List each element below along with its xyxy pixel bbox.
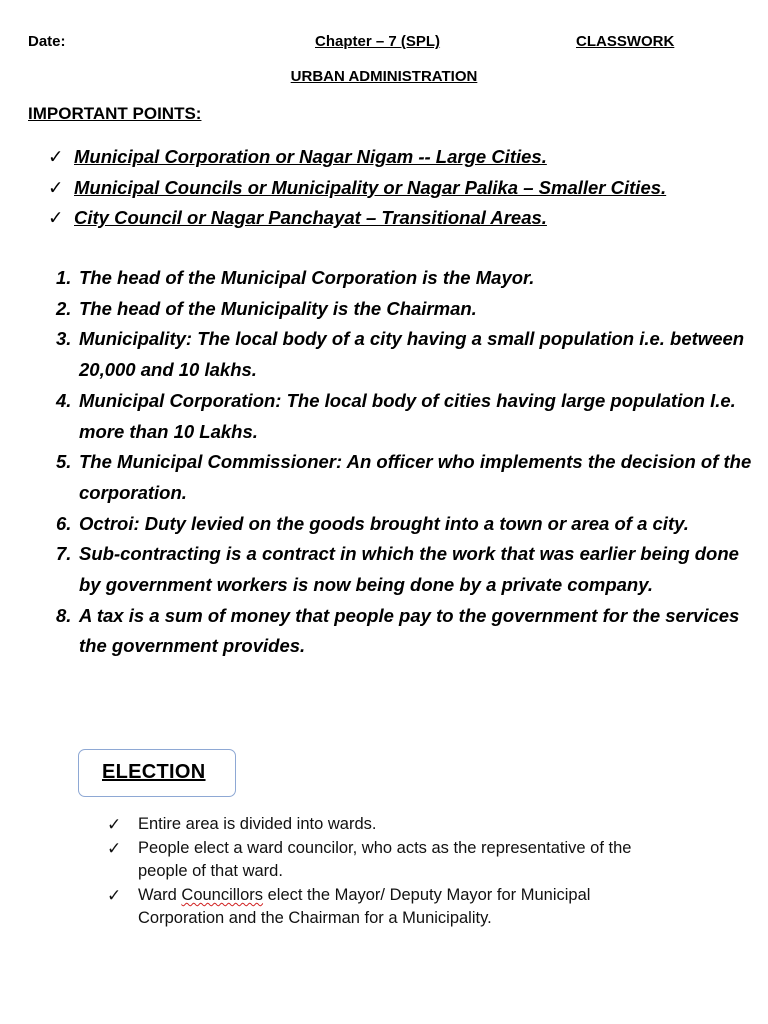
list-item-text: Ward Councillors elect the Mayor/ Deputy Mayor for Municipal Corporation and the Chairman for a Municipality. [138,885,591,928]
item-number: 6. [56,512,72,534]
list-item [56,324,756,385]
list-item [107,837,667,884]
check-icon: ✓ [107,885,122,905]
check-icon: ✓ [107,838,122,858]
election-heading: ELECTION [102,761,206,783]
list-item [48,142,666,173]
chapter-label: Chapter – 7 (SPL) [315,33,441,50]
item-text: Octroi: Duty levied on the goods brought into a town or area of a city. [79,512,689,534]
list-item [56,601,756,662]
item-number: 2. [56,297,72,319]
item-number: 3. [56,328,72,350]
list-item [107,884,667,931]
list-item-text: Municipal Councils or Municipality or Nagar Palika – Smaller Cities. [74,176,667,198]
item-text: The Municipal Commissioner: An officer who implements the decision of the corporation. [79,451,752,503]
list-item [56,447,756,508]
spellcheck-word: Councillors [181,885,264,904]
list-item [107,813,667,837]
list-item [56,386,756,447]
list-item [56,509,756,540]
check-icon: ✓ [48,146,64,167]
item-number: 5. [56,451,72,473]
list-item [56,263,756,294]
list-item [56,539,756,600]
check-icon: ✓ [107,815,122,834]
important-points-list [48,142,666,234]
page-title: URBAN ADMINISTRATION [290,68,478,85]
item-text: The head of the Municipal Corporation is the Mayor. [79,267,535,288]
item-number: 8. [56,604,72,626]
election-list [107,813,667,931]
numbered-points-list [56,263,756,662]
important-points-heading: IMPORTANT POINTS: [28,104,202,123]
check-icon: ✓ [48,207,64,228]
item-text: Sub-contracting is a contract in which the work that was earlier being done by government workers is now being done by a private company. [79,543,739,596]
list-item-text: Entire area is divided into wards. [138,815,377,833]
item-text: Municipality: The local body of a city having a small population i.e. between 20,000 and 10 lakhs. [79,328,745,381]
list-item [48,173,666,204]
election-heading-box [78,749,236,797]
list-item-text: People elect a ward councilor, who acts as the representative of the people of that ward. [138,838,632,881]
list-item-text: Municipal Corporation or Nagar Nigam -- Large Cities. [74,146,547,167]
item-text: Municipal Corporation: The local body of cities having large population I.e. more than 10 Lakhs. [79,389,736,442]
item-number: 4. [56,389,72,411]
check-icon: ✓ [48,176,64,198]
date-label: Date: [28,33,66,50]
item-number: 7. [56,543,72,565]
list-item [56,294,756,325]
list-item [48,203,666,234]
item-text: The head of the Municipality is the Chairman. [79,297,477,319]
item-text: A tax is a sum of money that people pay to the government for the services the government provides. [79,604,740,657]
list-item-text: City Council or Nagar Panchayat – Transitional Areas. [74,207,547,228]
item-number: 1. [56,267,72,288]
classwork-label: CLASSWORK [576,33,675,50]
